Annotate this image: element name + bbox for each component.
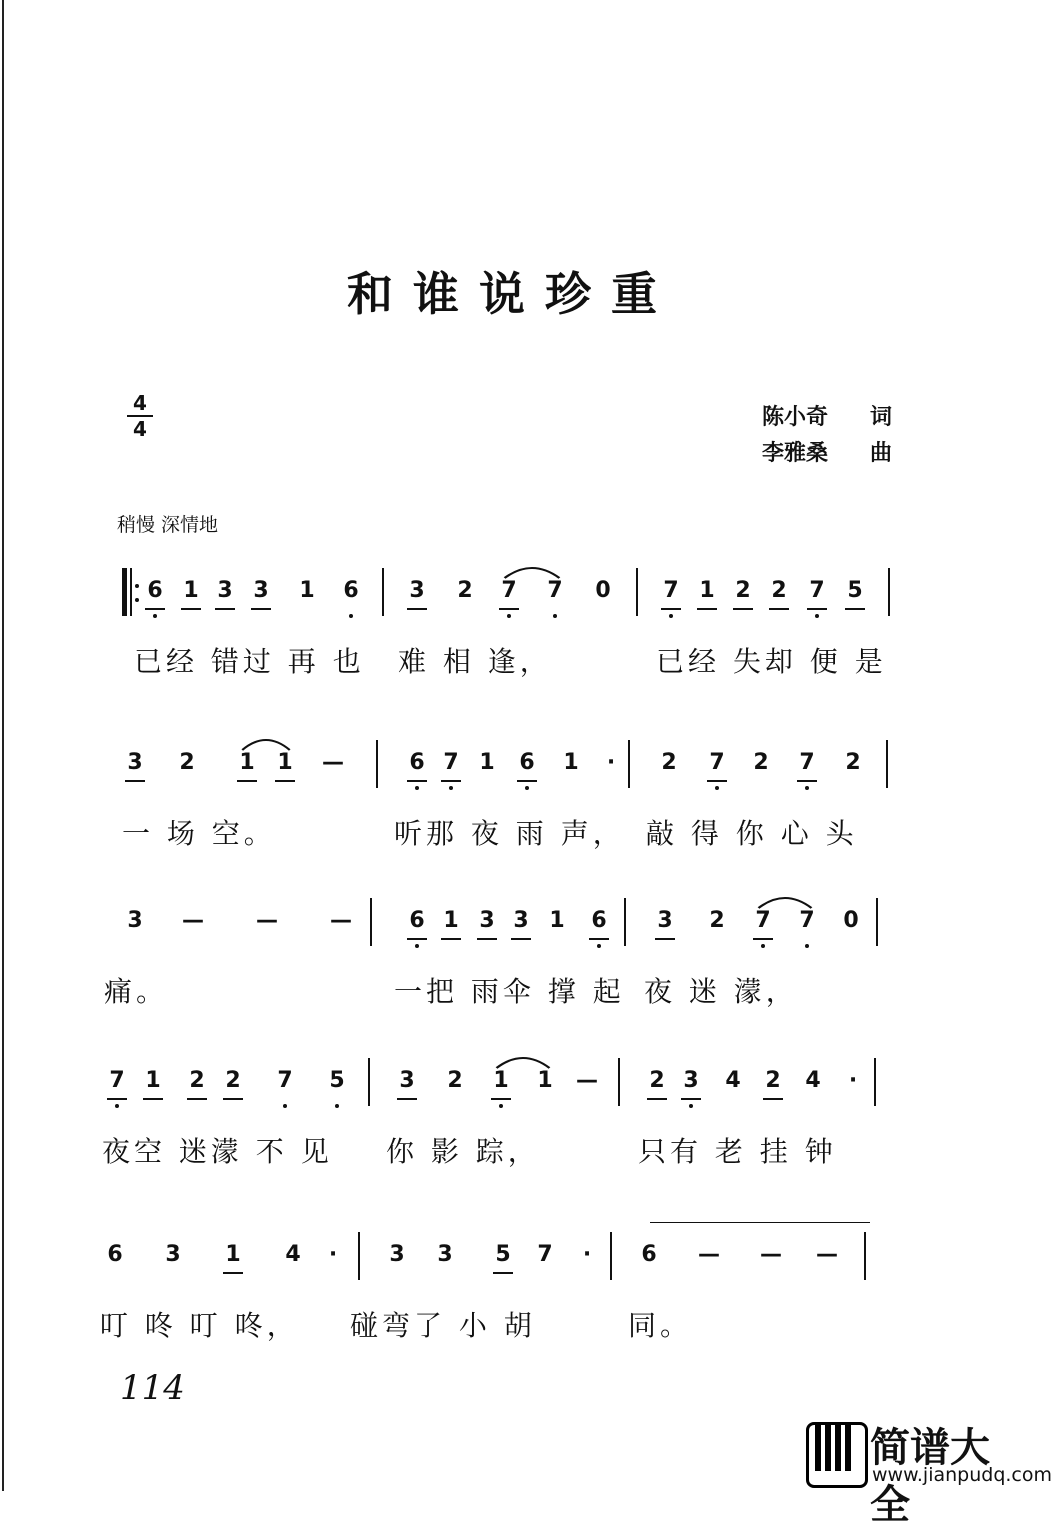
note-symbol: 1: [537, 1068, 553, 1093]
barline: [864, 1232, 866, 1280]
note: [176, 750, 198, 775]
notes-line: [100, 890, 910, 960]
note-symbol: 1: [299, 578, 315, 603]
barline: [382, 568, 384, 616]
underline-beam: [769, 608, 789, 610]
note-symbol: 5: [329, 1068, 345, 1093]
note: [124, 750, 146, 775]
note-symbol: 1: [183, 578, 199, 603]
note: [124, 908, 146, 933]
note-symbol: 5: [495, 1242, 511, 1267]
credits: [762, 400, 892, 472]
underline-beam: [655, 938, 675, 940]
note-symbol: 7: [663, 578, 679, 603]
notes-line: [100, 732, 910, 802]
underline-beam: [499, 608, 519, 610]
lyric-phrase: 难 相 逢，: [398, 645, 552, 678]
note: [638, 1242, 660, 1267]
underline-beam: [681, 1098, 701, 1100]
score-system-5: [100, 1224, 910, 1354]
piano-icon: [806, 1422, 868, 1488]
note-symbol: 2: [661, 750, 677, 775]
note-symbol: 7: [799, 908, 815, 933]
note: [182, 908, 204, 933]
underline-beam: [797, 780, 817, 782]
underline-beam: [477, 938, 497, 940]
lyric-phrase: 只有 老 挂 钟: [638, 1135, 837, 1168]
tempo-marking: 稍慢 深情地: [117, 514, 219, 536]
lyric-phrase: 同。: [628, 1309, 693, 1342]
time-signature-bottom: 4: [133, 417, 147, 441]
note-symbol: ·: [848, 1068, 858, 1093]
note: [406, 578, 428, 603]
barline: [376, 740, 378, 788]
note-symbol: 7: [799, 750, 815, 775]
note: [180, 578, 202, 603]
tie-arc: [502, 562, 562, 580]
note: [222, 1242, 244, 1267]
note: [534, 1242, 556, 1267]
note-symbol: 2: [845, 750, 861, 775]
note-symbol: 2: [753, 750, 769, 775]
note: [340, 578, 362, 603]
note: [592, 578, 614, 603]
note: [330, 908, 352, 933]
note-symbol: —: [322, 750, 344, 775]
note: [660, 578, 682, 603]
note: [762, 1068, 784, 1093]
underline-beam: [251, 608, 271, 610]
note: [588, 908, 610, 933]
note-symbol: 3: [657, 908, 673, 933]
note: [842, 750, 864, 775]
credit-composer: [762, 436, 892, 472]
barline: [368, 1058, 370, 1106]
underline-beam: [491, 1098, 511, 1100]
note-symbol: 2: [225, 1068, 241, 1093]
note-symbol: 7: [277, 1068, 293, 1093]
note: [274, 750, 296, 775]
underline-beam: [223, 1098, 243, 1100]
underline-beam: [707, 780, 727, 782]
lyric-phrase: 夜 迷 濛，: [644, 975, 798, 1008]
note: [576, 1068, 598, 1093]
lower-octave-dot: [115, 1104, 119, 1108]
lower-octave-dot: [349, 614, 353, 618]
underline-beam: [237, 780, 257, 782]
note: [806, 578, 828, 603]
note: [144, 578, 166, 603]
note: [454, 578, 476, 603]
lyricist-role: 词: [870, 405, 893, 430]
notes-line: [100, 560, 910, 630]
note-symbol: —: [698, 1242, 720, 1267]
note: [406, 750, 428, 775]
note-symbol: 1: [277, 750, 293, 775]
underline-beam: [511, 938, 531, 940]
note-symbol: 3: [437, 1242, 453, 1267]
underline-beam: [397, 1098, 417, 1100]
note: [516, 750, 538, 775]
note: [752, 908, 774, 933]
barline: [888, 568, 890, 616]
note-symbol: 3: [409, 578, 425, 603]
lyric-phrase: 夜空 迷濛 不 见: [102, 1135, 333, 1168]
note: [658, 750, 680, 775]
lower-octave-dot: [553, 614, 557, 618]
note: [104, 1242, 126, 1267]
lyric-phrase: 已经 失却 便 是: [656, 645, 887, 678]
note: [250, 578, 272, 603]
note: [560, 750, 582, 775]
note-symbol: 3: [389, 1242, 405, 1267]
note-symbol: 2: [447, 1068, 463, 1093]
note-symbol: —: [576, 1068, 598, 1093]
note: [296, 578, 318, 603]
barline: [624, 898, 626, 946]
note-symbol: 3: [399, 1068, 415, 1093]
note-symbol: 1: [479, 750, 495, 775]
watermark-url: www.jianpudq.com: [872, 1464, 1052, 1486]
lower-octave-dot: [449, 786, 453, 790]
note-symbol: 6: [641, 1242, 657, 1267]
underline-beam: [145, 608, 165, 610]
time-signature: [127, 392, 153, 440]
lyric-phrase: 痛。: [104, 975, 169, 1008]
note-symbol: 1: [225, 1242, 241, 1267]
score-system-2: [100, 732, 910, 862]
note: [326, 1068, 348, 1093]
lyric-phrase: 敲 得 你 心 头: [646, 817, 858, 850]
note: [546, 908, 568, 933]
lower-octave-dot: [761, 944, 765, 948]
note: [722, 1068, 744, 1093]
note-symbol: —: [182, 908, 204, 933]
underline-beam: [517, 780, 537, 782]
note-symbol: 4: [285, 1242, 301, 1267]
note-symbol: 4: [805, 1068, 821, 1093]
lower-octave-dot: [335, 1104, 339, 1108]
note-symbol: 4: [725, 1068, 741, 1093]
note-symbol: 3: [127, 908, 143, 933]
underline-beam: [125, 780, 145, 782]
note-symbol: 6: [409, 908, 425, 933]
note: [510, 908, 532, 933]
lower-octave-dot: [805, 786, 809, 790]
lyric-phrase: 听那 夜 雨 声，: [394, 817, 625, 850]
note: [842, 1068, 864, 1093]
note-symbol: 7: [443, 750, 459, 775]
note-symbol: 2: [771, 578, 787, 603]
lower-octave-dot: [153, 614, 157, 618]
lyrics-line: [100, 970, 910, 1010]
note-symbol: 1: [549, 908, 565, 933]
note: [476, 908, 498, 933]
note: [816, 1242, 838, 1267]
note: [282, 1242, 304, 1267]
lower-octave-dot: [689, 1104, 693, 1108]
note: [654, 908, 676, 933]
tie-arc: [756, 892, 814, 910]
note-symbol: —: [330, 908, 352, 933]
note: [750, 750, 772, 775]
composer-role: 曲: [870, 441, 893, 466]
lyrics-line: [100, 1130, 910, 1170]
note-symbol: 3: [127, 750, 143, 775]
underline-beam: [107, 1098, 127, 1100]
note: [444, 1068, 466, 1093]
note-symbol: 0: [843, 908, 859, 933]
note-symbol: 3: [253, 578, 269, 603]
note-symbol: 3: [479, 908, 495, 933]
note-symbol: 0: [595, 578, 611, 603]
underline-beam: [807, 608, 827, 610]
barline: [874, 1058, 876, 1106]
note: [732, 578, 754, 603]
note: [186, 1068, 208, 1093]
lower-octave-dot: [499, 1104, 503, 1108]
note: [646, 1068, 668, 1093]
credit-lyricist: [762, 400, 892, 436]
page-edge-rule: [2, 0, 4, 1491]
lyric-phrase: 碰弯了 小 胡: [350, 1309, 536, 1342]
note-symbol: 7: [755, 908, 771, 933]
note: [162, 1242, 184, 1267]
underline-beam: [647, 1098, 667, 1100]
note-symbol: 7: [709, 750, 725, 775]
lyric-phrase: 已经 错过 再 也: [134, 645, 365, 678]
barline: [370, 898, 372, 946]
barline: [886, 740, 888, 788]
notes-line: [100, 1224, 910, 1294]
lyric-phrase: 你 影 踪，: [386, 1135, 540, 1168]
note: [274, 1068, 296, 1093]
note: [802, 1068, 824, 1093]
lyric-phrase: 叮 咚 叮 咚，: [100, 1309, 299, 1342]
lower-octave-dot: [805, 944, 809, 948]
barline: [876, 898, 878, 946]
note: [142, 1068, 164, 1093]
note: [760, 1242, 782, 1267]
lower-octave-dot: [815, 614, 819, 618]
lyricist-name: 陈小奇: [762, 405, 829, 430]
note: [768, 578, 790, 603]
note-symbol: 7: [109, 1068, 125, 1093]
note: [396, 1068, 418, 1093]
note-symbol: 1: [493, 1068, 509, 1093]
time-signature-top: 4: [133, 391, 147, 415]
note-symbol: —: [760, 1242, 782, 1267]
lower-octave-dot: [715, 786, 719, 790]
note-symbol: 3: [683, 1068, 699, 1093]
note-symbol: 5: [847, 578, 863, 603]
note-symbol: ·: [582, 1242, 592, 1267]
note: [322, 1242, 344, 1267]
lyrics-line: [100, 812, 910, 852]
lower-octave-dot: [415, 944, 419, 948]
underline-beam: [763, 1098, 783, 1100]
note-symbol: 7: [501, 578, 517, 603]
repeat-start-sign: [122, 568, 134, 616]
underline-beam: [733, 608, 753, 610]
note: [214, 578, 236, 603]
note: [796, 750, 818, 775]
underline-beam: [493, 1272, 513, 1274]
barline: [618, 1058, 620, 1106]
note-symbol: 3: [217, 578, 233, 603]
lower-octave-dot: [507, 614, 511, 618]
note-symbol: 3: [513, 908, 529, 933]
barline: [358, 1232, 360, 1280]
note-symbol: —: [256, 908, 278, 933]
note-symbol: 7: [809, 578, 825, 603]
underline-beam: [407, 938, 427, 940]
lyrics-line: [100, 1304, 910, 1344]
note-symbol: 7: [547, 578, 563, 603]
note-symbol: 6: [343, 578, 359, 603]
note: [680, 1068, 702, 1093]
note: [698, 1242, 720, 1267]
lower-octave-dot: [415, 786, 419, 790]
underline-beam: [223, 1272, 243, 1274]
note-symbol: 2: [765, 1068, 781, 1093]
note: [222, 1068, 244, 1093]
notes-line: [100, 1050, 910, 1120]
note-symbol: 2: [649, 1068, 665, 1093]
note-symbol: 1: [699, 578, 715, 603]
note-symbol: 1: [145, 1068, 161, 1093]
note: [106, 1068, 128, 1093]
note-symbol: 6: [519, 750, 535, 775]
lower-octave-dot: [597, 944, 601, 948]
barline: [610, 1232, 612, 1280]
note-symbol: 6: [107, 1242, 123, 1267]
note-symbol: 7: [537, 1242, 553, 1267]
composer-name: 李雅桑: [762, 441, 829, 466]
note-symbol: 3: [165, 1242, 181, 1267]
note: [492, 1242, 514, 1267]
note: [476, 750, 498, 775]
note-symbol: 2: [735, 578, 751, 603]
note: [796, 908, 818, 933]
page-number: 114: [120, 1368, 185, 1408]
underline-beam: [589, 938, 609, 940]
underline-beam: [181, 608, 201, 610]
watermark-logo: [806, 1418, 1052, 1528]
tie-arc: [240, 734, 292, 752]
note: [434, 1242, 456, 1267]
underline-beam: [661, 608, 681, 610]
note: [544, 578, 566, 603]
score-system-1: [100, 560, 910, 690]
underline-beam: [441, 938, 461, 940]
note: [844, 578, 866, 603]
note: [406, 908, 428, 933]
underline-beam: [275, 780, 295, 782]
underline-beam: [407, 780, 427, 782]
note: [256, 908, 278, 933]
note: [386, 1242, 408, 1267]
note-symbol: —: [816, 1242, 838, 1267]
lower-octave-dot: [525, 786, 529, 790]
extension-line: [650, 1222, 870, 1223]
note-symbol: 1: [443, 908, 459, 933]
note-symbol: 6: [591, 908, 607, 933]
watermark-text: 简谱大全: [870, 1425, 990, 1528]
barline: [636, 568, 638, 616]
note-symbol: ·: [606, 750, 616, 775]
score-system-4: [100, 1050, 910, 1180]
note: [840, 908, 862, 933]
lower-octave-dot: [669, 614, 673, 618]
note: [600, 750, 622, 775]
note: [322, 750, 344, 775]
tie-arc: [494, 1052, 552, 1070]
note: [440, 750, 462, 775]
note: [706, 750, 728, 775]
song-title: 和谁说珍重: [347, 267, 677, 321]
note-symbol: ·: [328, 1242, 338, 1267]
note-symbol: 1: [239, 750, 255, 775]
underline-beam: [845, 608, 865, 610]
note: [490, 1068, 512, 1093]
lyric-phrase: 一 场 空。: [122, 817, 276, 850]
underline-beam: [215, 608, 235, 610]
note-symbol: 2: [179, 750, 195, 775]
note-symbol: 6: [147, 578, 163, 603]
note: [498, 578, 520, 603]
underline-beam: [441, 780, 461, 782]
note: [440, 908, 462, 933]
note: [576, 1242, 598, 1267]
underline-beam: [407, 608, 427, 610]
note: [534, 1068, 556, 1093]
note-symbol: 2: [457, 578, 473, 603]
note: [706, 908, 728, 933]
barline: [628, 740, 630, 788]
note: [696, 578, 718, 603]
note-symbol: 2: [709, 908, 725, 933]
note-symbol: 2: [189, 1068, 205, 1093]
underline-beam: [143, 1098, 163, 1100]
score-system-3: [100, 890, 910, 1020]
note: [236, 750, 258, 775]
underline-beam: [697, 608, 717, 610]
note-symbol: 6: [409, 750, 425, 775]
note-symbol: 1: [563, 750, 579, 775]
lower-octave-dot: [283, 1104, 287, 1108]
lyrics-line: [100, 640, 910, 680]
underline-beam: [187, 1098, 207, 1100]
underline-beam: [753, 938, 773, 940]
lyric-phrase: 一把 雨伞 撑 起: [394, 975, 625, 1008]
